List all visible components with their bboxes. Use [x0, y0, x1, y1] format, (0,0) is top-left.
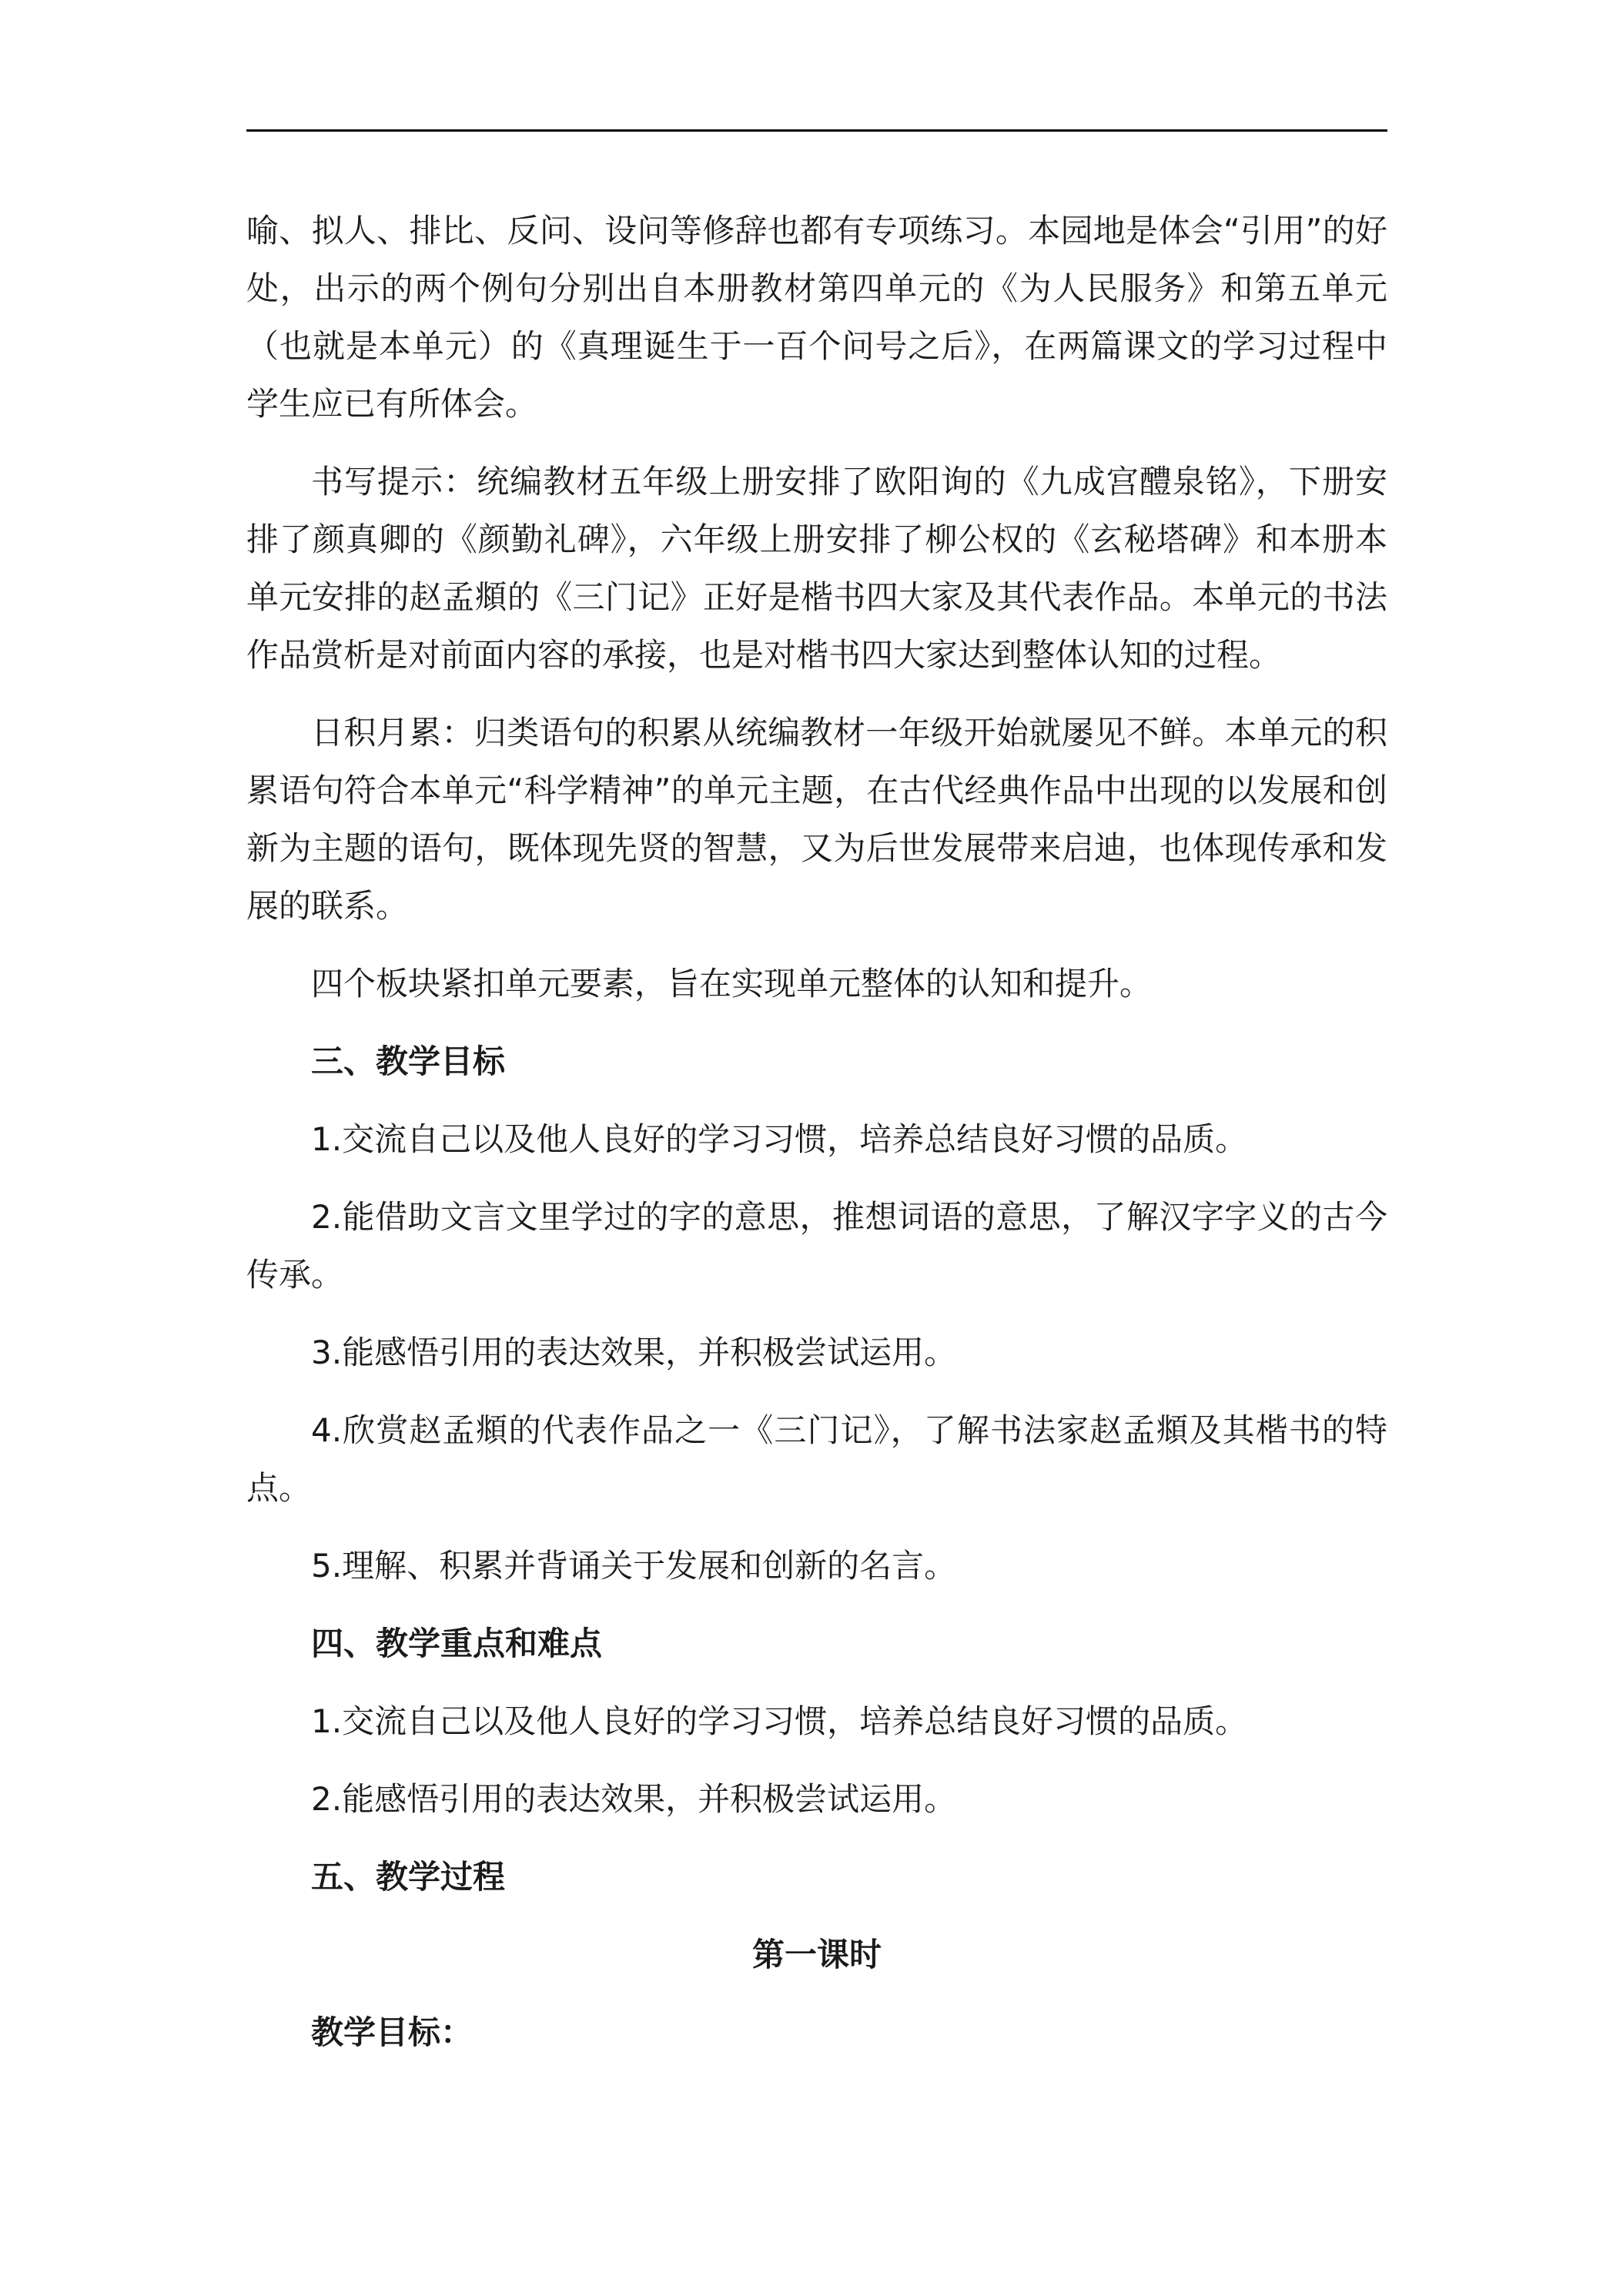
paragraph-summary: 四个板块紧扣单元要素，旨在实现单元整体的认知和提升。	[311, 965, 1153, 1002]
goal-item: 5.理解、积累并背诵关于发展和创新的名言。	[311, 1547, 957, 1585]
key-point-item: 2.能感悟引用的表达效果，并积极尝试运用。	[311, 1780, 957, 1818]
document-body	[246, 202, 1387, 2061]
paragraph-daily-accumulation: 日积月累：归类语句的积累从统编教材一年级开始就屡见不鲜。本单元的积累语句符合本单元“科学精神”的单元主题，在古代经典作品中出现的以发展和创新为主题的语句，既体现先贤的智慧，又为后世发展带来启迪，也体现传承和发展的联系。	[246, 714, 1387, 925]
key-point-item: 1.交流自己以及他人良好的学习习惯，培养总结良好习惯的品质。	[311, 1702, 1248, 1740]
header-rule	[246, 129, 1387, 132]
section-heading-teaching-goals: 三、教学目标	[311, 1043, 506, 1080]
lesson-title: 第一课时	[751, 1936, 882, 1973]
goal-item: 1.交流自己以及他人良好的学习习惯，培养总结良好习惯的品质。	[311, 1120, 1248, 1158]
goal-item: 3.能感悟引用的表达效果，并积极尝试运用。	[311, 1334, 957, 1371]
goal-item: 4.欣赏赵孟頫的代表作品之一《三门记》，了解书法家赵孟頫及其楷书的特点。	[246, 1411, 1387, 1507]
paragraph-writing-tips: 书写提示：统编教材五年级上册安排了欧阳询的《九成宫醴泉铭》，下册安排了颜真卿的《颜勤礼碑》，六年级上册安排了柳公权的《玄秘塔碑》和本册本单元安排的赵孟頫的《三门记》正好是楷书四大家及其代表作品。本单元的书法作品赏析是对前面内容的承接，也是对楷书四大家达到整体认知的过程。	[246, 463, 1387, 674]
paragraph-rhetoric: 喻、拟人、排比、反问、设问等修辞也都有专项练习。本园地是体会“引用”的好处，出示的两个例句分别出自本册教材第四单元的《为人民服务》和第五单元（也就是本单元）的《真理诞生于一百个问号之后》，在两篇课文的学习过程中学生应已有所体会。	[246, 212, 1387, 423]
section-heading-key-points: 四、教学重点和难点	[311, 1625, 603, 1662]
goal-item: 2.能借助文言文里学过的字的意思，推想词语的意思，了解汉字字义的古今传承。	[246, 1198, 1387, 1294]
teaching-goals-label: 教学目标：	[311, 2013, 474, 2051]
section-heading-teaching-process: 五、教学过程	[311, 1858, 506, 1896]
